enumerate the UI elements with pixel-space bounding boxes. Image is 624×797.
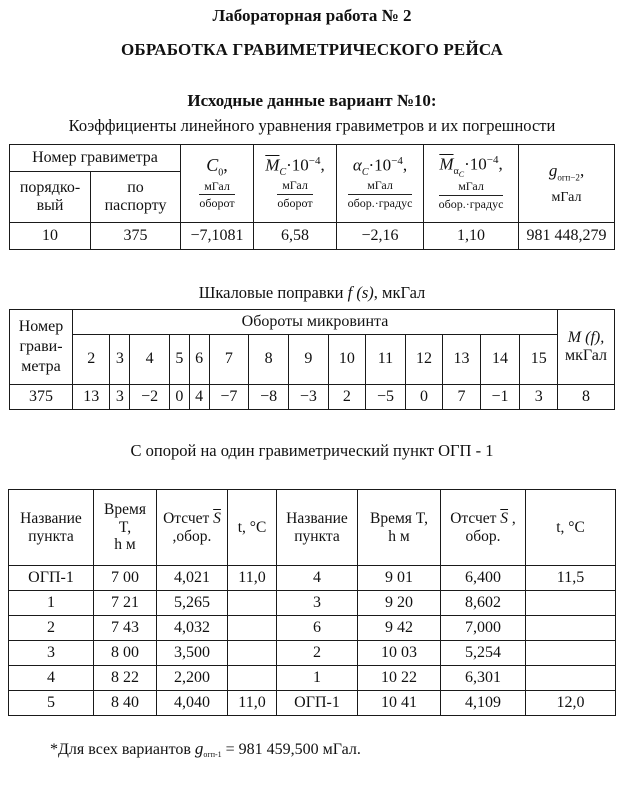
coeff-table-title: Коэффициенты линейного уравнения гравиметров и их погрешности	[68, 116, 556, 135]
correction-value: 3	[520, 385, 558, 410]
table-row	[9, 666, 616, 691]
coefficients-table	[9, 144, 615, 250]
g-ogp2-value: 981 448,279	[519, 223, 615, 250]
table-row	[9, 566, 616, 591]
variant-title: Исходные данные вариант №10:	[187, 91, 437, 110]
c0-value: −7,1081	[181, 223, 254, 250]
scale-corrections-table	[9, 309, 615, 410]
temperature-cell: 11,0	[228, 566, 277, 591]
time-cell: 9 20	[358, 591, 441, 616]
revolution-header: 11	[366, 335, 406, 385]
left-reading-header: Отсчет $\overline{S}$ ,обор.	[157, 490, 228, 566]
reading-cell: 5,254	[441, 641, 526, 666]
lab-title: Лабораторная работа № 2	[212, 6, 412, 25]
correction-value: 3	[110, 385, 130, 410]
correction-value: −5	[366, 385, 406, 410]
temperature-cell	[228, 641, 277, 666]
time-cell: 7 21	[94, 591, 157, 616]
alpha-c-header: $\alpha_C\cdot 10^{-4}$, $\frac{\text{мГал}}{\text{обор.·градус}}$	[337, 145, 424, 223]
point-name-cell: 4	[9, 666, 94, 691]
temperature-cell	[526, 591, 616, 616]
coeff-data-row	[10, 223, 615, 250]
right-reading-header: Отсчет $\overline{S}$ , обор.	[441, 490, 526, 566]
correction-value: −8	[249, 385, 289, 410]
point-name-cell: 1	[9, 591, 94, 616]
reading-cell: 7,000	[441, 616, 526, 641]
correction-value: 4	[189, 385, 209, 410]
m-alpha-c-header: $\overline{M}_{\alpha_C}\cdot 10^{-4}$, $\frac{\text{мГал}}{\text{обор.·градус}}$	[424, 145, 519, 223]
revolutions-header: Обороты микровинта	[73, 310, 558, 335]
point-name-cell: 6	[277, 616, 358, 641]
ogp-table-title: С опорой на один гравиметрический пункт ОГП - 1	[130, 441, 494, 460]
right-time-header: Время T, h м	[358, 490, 441, 566]
reading-cell: 8,602	[441, 591, 526, 616]
reading-cell: 4,032	[157, 616, 228, 641]
point-name-cell: 4	[277, 566, 358, 591]
reading-cell: 4,109	[441, 691, 526, 716]
mc-header: $\overline{M}_C\cdot 10^{-4}$, $\frac{\text{мГал}}{\text{оборот}}$	[254, 145, 337, 223]
revolution-header: 6	[189, 335, 209, 385]
revolution-header: 7	[209, 335, 249, 385]
temperature-cell: 12,0	[526, 691, 616, 716]
revolution-header: 4	[130, 335, 170, 385]
revolution-header: 8	[249, 335, 289, 385]
left-temp-header: t, °C	[228, 490, 277, 566]
point-name-cell: 3	[277, 591, 358, 616]
correction-value: −3	[288, 385, 328, 410]
table-row	[9, 641, 616, 666]
correction-value: −1	[480, 385, 520, 410]
gravimeter-number-header: Номер гравиметра	[10, 145, 181, 172]
g-ogp2-header: $g_{огп-2}$, мГал	[519, 145, 615, 223]
point-name-cell: 2	[9, 616, 94, 641]
reading-cell: 3,500	[157, 641, 228, 666]
temperature-cell	[526, 641, 616, 666]
reading-cell: 4,021	[157, 566, 228, 591]
point-name-cell: 1	[277, 666, 358, 691]
table-row	[9, 616, 616, 641]
point-name-cell: 5	[9, 691, 94, 716]
passport-header: по паспорту	[91, 172, 181, 223]
right-point-name-header: Название пункта	[277, 490, 358, 566]
observations-table	[8, 489, 616, 716]
temperature-cell	[228, 616, 277, 641]
scale-table-title: Шкаловые поправки f (s), мкГал	[198, 283, 426, 302]
time-cell: 10 03	[358, 641, 441, 666]
correction-value: 13	[73, 385, 110, 410]
revolution-header: 9	[288, 335, 328, 385]
point-name-cell: 2	[277, 641, 358, 666]
left-time-header: Время T, h м	[94, 490, 157, 566]
reading-cell: 4,040	[157, 691, 228, 716]
temperature-cell	[228, 591, 277, 616]
time-cell: 7 43	[94, 616, 157, 641]
correction-value: 2	[328, 385, 365, 410]
revolution-header: 13	[443, 335, 480, 385]
temperature-cell	[228, 666, 277, 691]
footnote: *Для всех вариантов gогп-1 = 981 459,500 мГал.	[50, 739, 361, 759]
time-cell: 8 22	[94, 666, 157, 691]
reading-cell: 6,400	[441, 566, 526, 591]
revolution-header: 2	[73, 335, 110, 385]
reading-cell: 6,301	[441, 666, 526, 691]
time-cell: 10 22	[358, 666, 441, 691]
passport-value: 375	[91, 223, 181, 250]
time-cell: 10 41	[358, 691, 441, 716]
temperature-cell	[526, 616, 616, 641]
reading-cell: 2,200	[157, 666, 228, 691]
time-cell: 8 00	[94, 641, 157, 666]
right-temp-header: t, °C	[526, 490, 616, 566]
correction-value: −2	[130, 385, 170, 410]
point-name-cell: ОГП-1	[277, 691, 358, 716]
correction-value: 0	[405, 385, 442, 410]
revolution-header: 5	[169, 335, 189, 385]
table-row	[9, 591, 616, 616]
correction-value: −7	[209, 385, 249, 410]
m-f-value: 8	[558, 385, 615, 410]
revolution-header: 14	[480, 335, 520, 385]
alpha-c-value: −2,16	[337, 223, 424, 250]
temperature-cell: 11,5	[526, 566, 616, 591]
gravimeter-value: 375	[10, 385, 73, 410]
main-title: ОБРАБОТКА ГРАВИМЕТРИЧЕСКОГО РЕЙСА	[120, 40, 504, 59]
point-name-cell: ОГП-1	[9, 566, 94, 591]
m-alpha-c-value: 1,10	[424, 223, 519, 250]
left-point-name-header: Название пункта	[9, 490, 94, 566]
revolution-header: 15	[520, 335, 558, 385]
temperature-cell	[526, 666, 616, 691]
time-cell: 9 42	[358, 616, 441, 641]
c0-header: $C_0$, $\frac{\text{мГал}}{\text{оборот}}$	[181, 145, 254, 223]
revolution-header: 3	[110, 335, 130, 385]
ordinal-value: 10	[10, 223, 91, 250]
revolution-header: 10	[328, 335, 365, 385]
ordinal-header: порядко- вый	[10, 172, 91, 223]
correction-value: 0	[169, 385, 189, 410]
gravimeter-number-header: Номер грави- метра	[10, 310, 73, 385]
table-row	[9, 691, 616, 716]
point-name-cell: 3	[9, 641, 94, 666]
reading-cell: 5,265	[157, 591, 228, 616]
revolution-header: 12	[405, 335, 442, 385]
correction-value: 7	[443, 385, 480, 410]
time-cell: 9 01	[358, 566, 441, 591]
time-cell: 7 00	[94, 566, 157, 591]
m-f-header: M (f), мкГал	[558, 310, 615, 385]
time-cell: 8 40	[94, 691, 157, 716]
mc-value: 6,58	[254, 223, 337, 250]
temperature-cell: 11,0	[228, 691, 277, 716]
